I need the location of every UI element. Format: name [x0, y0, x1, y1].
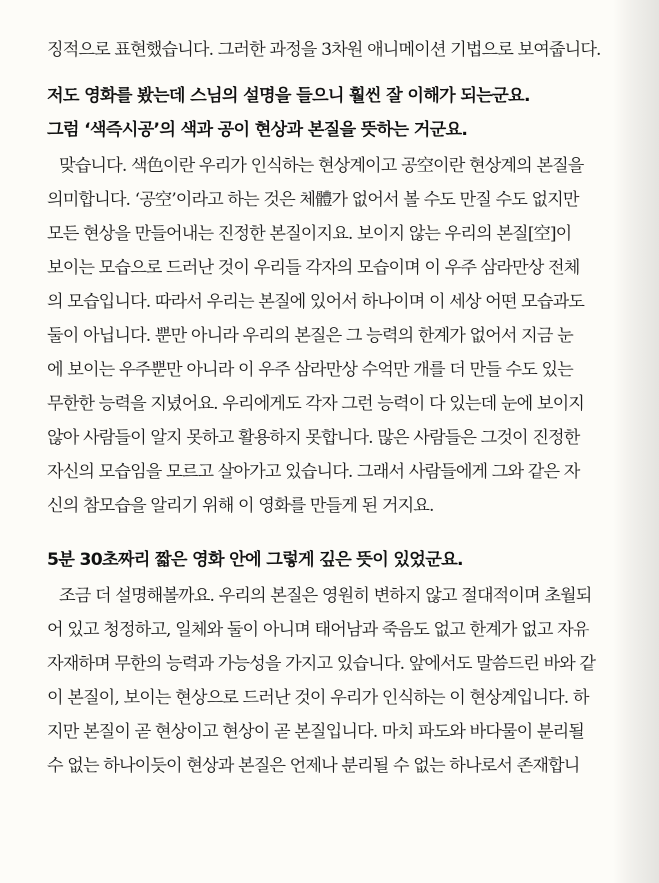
body-line: 징적으로 표현했습니다. 그러한 과정을 3차원 애니메이션 기법으로 보여줍니다.: [47, 40, 601, 60]
answer-first-line: 조금 더 설명해볼까요. 우리의 본질은 영원히 변하지 않고 절대적이며 초월되: [59, 586, 592, 606]
body-line: 어 있고 청정하고, 일체와 둘이 아니며 태어남과 죽음도 없고 한계가 없고 자유: [47, 620, 589, 640]
interviewer-question-line: 저도 영화를 봤는데 스님의 설명을 들으니 훨씬 잘 이해가 되는군요.: [47, 86, 530, 106]
body-line: 의 모습입니다. 따라서 우리는 본질에 있어서 하나이며 이 세상 어떤 모습과도: [47, 292, 584, 312]
answer-first-line: 맞습니다. 색色이란 우리가 인식하는 현상계이고 공空이란 현상계의 본질을: [59, 156, 584, 176]
body-line: 않아 사람들이 알지 못하고 활용하지 못합니다. 많은 사람들은 그것이 진정한: [47, 428, 580, 448]
interviewer-question-line: 5분 30초짜리 짧은 영화 안에 그렇게 깊은 뜻이 있었군요.: [47, 550, 463, 570]
body-line: 모든 현상을 만들어내는 진정한 본질이지요. 보이지 않는 우리의 본질[空]이: [47, 224, 572, 244]
spacer: [47, 523, 611, 543]
page-gutter-shadow: [613, 0, 659, 883]
body-line: 의미합니다. ‘공空’이라고 하는 것은 체體가 없어서 볼 수도 만질 수도 없지만: [47, 190, 579, 210]
spacer: [47, 67, 611, 79]
body-line: 무한한 능력을 지녔어요. 우리에게도 각자 그런 능력이 다 있는데 눈에 보이지: [47, 394, 584, 414]
body-line: 자신의 모습임을 모르고 살아가고 있습니다. 그래서 사람들에게 그와 같은 자: [47, 462, 580, 482]
body-line: 이 본질이, 보이는 현상으로 드러난 것이 우리가 인식하는 이 현상계입니다. 하: [47, 688, 589, 708]
body-line: 지만 본질이 곧 현상이고 현상이 곧 본질입니다. 마치 파도와 바다물이 분리될: [47, 722, 584, 742]
body-line: 보이는 모습으로 드러난 것이 우리들 각자의 모습이며 이 우주 삼라만상 전체: [47, 258, 580, 278]
body-line: 신의 참모습을 알리기 위해 이 영화를 만들게 된 거지요.: [47, 496, 434, 516]
body-line: 수 없는 하나이듯이 현상과 본질은 언제나 분리될 수 없는 하나로서 존재합니: [47, 756, 580, 776]
interviewer-question-line: 그럼 ‘색즉시공’의 색과 공이 현상과 본질을 뜻하는 거군요.: [47, 120, 468, 140]
body-line: 자재하며 무한의 능력과 가능성을 가지고 있습니다. 앞에서도 말씀드린 바와 같: [47, 654, 596, 674]
body-line: 에 보이는 우주뿐만 아니라 이 우주 삼라만상 수억만 개를 더 만들 수도 있는: [47, 360, 573, 380]
text-column: [47, 33, 611, 783]
body-line: 둘이 아닙니다. 뿐만 아니라 우리의 본질은 그 능력의 한계가 없어서 지금 눈: [47, 326, 573, 346]
